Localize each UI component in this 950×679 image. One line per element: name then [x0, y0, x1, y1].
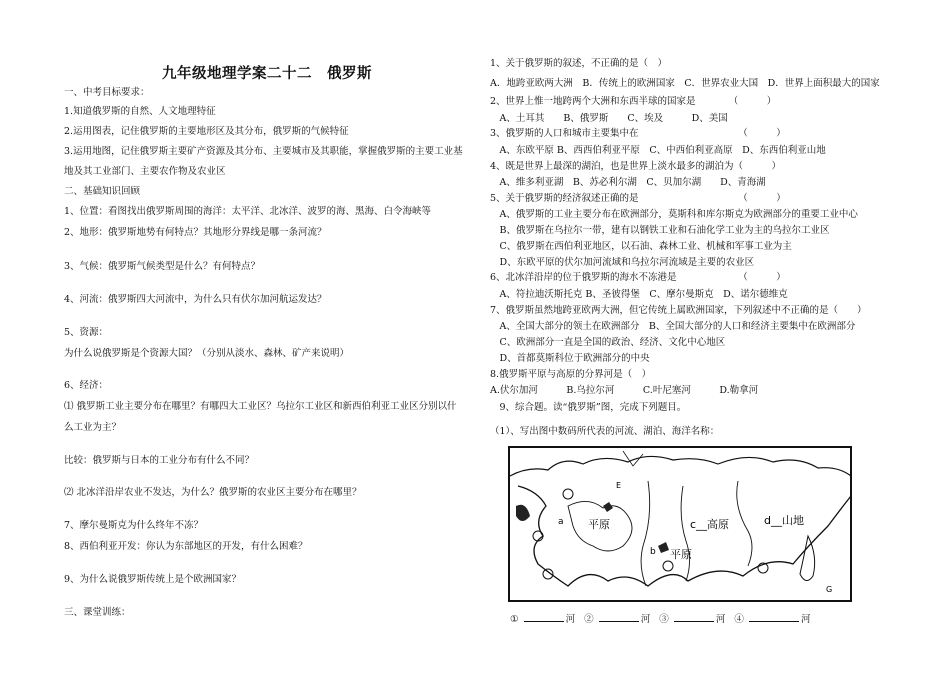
map-label-plateau: c__高原: [690, 518, 730, 531]
question-4: 4、既是世界上最深的湖泊，也是世界上淡水最多的湖泊为（ ）: [490, 161, 782, 172]
options-6: A、符拉迪沃斯托克 B、圣彼得堡 C、摩尔曼斯克 D、诺尔德维克: [490, 289, 788, 300]
map-label-E: E: [616, 481, 622, 490]
map-label-plain-1: 平原: [588, 518, 610, 531]
text-line: 地及其工业部门、主要农作物及农业区: [64, 166, 226, 177]
answer-4-label: ④: [734, 614, 744, 625]
text-line: 6、经济：: [64, 380, 109, 391]
text-line: 3.运用地图，记住俄罗斯主要矿产资源及其分布、主要城市及其职能，掌握俄罗斯的主要工业基: [64, 146, 463, 157]
options-4: A、维多利亚湖 B、苏必利尔湖 C、贝加尔湖 D、青海湖: [490, 177, 766, 188]
text-line: 2、地形：俄罗斯地势有何特点？其地形分界线是哪一条河流？: [64, 227, 327, 238]
section-heading: 三、课堂训练：: [64, 607, 131, 618]
answer-3-label: ③: [659, 614, 669, 625]
text-line: 7、摩尔曼斯克为什么终年不冻？: [64, 520, 204, 531]
map-label-plain-2: 平原: [670, 548, 692, 561]
text-line: 为什么说俄罗斯是个资源大国？（分别从淡水、森林、矿产来说明）: [64, 348, 350, 359]
text-line: 2.运用图表，记住俄罗斯的主要地形区及其分布，俄罗斯的气候特征: [64, 126, 349, 137]
text-line: 么工业为主？: [64, 422, 122, 433]
options-8: A.伏尔加河 B.乌拉尔河 C.叶尼塞河 D.勒拿河: [490, 385, 759, 396]
text-line: 9、为什么说俄罗斯传统上是个欧洲国家？: [64, 574, 242, 585]
text-line: 比较：俄罗斯与日本的工业分布有什么不同？: [64, 455, 255, 466]
page-title: 九年级地理学案二十二 俄罗斯: [162, 66, 372, 82]
options-3: A、东欧平原 B、西西伯利亚平原 C、中西伯利亚高原 D、东西伯利亚山地: [490, 145, 826, 156]
question-6: 6、北冰洋沿岸的位于俄罗斯的海水不冻港是 （ ）: [490, 272, 786, 283]
option-7c: C、欧洲部分一直是全国的政治、经济、文化中心地区: [490, 337, 726, 348]
answer-3-suffix: 河: [715, 614, 726, 625]
option-5d: D、东欧平原的伏尔加河流域和乌拉尔河流域是主要的农业区: [490, 257, 755, 268]
text-line: 1、位置：看图找出俄罗斯周围的海洋：太平洋、北冰洋、波罗的海、黑海、白令海峡等: [64, 206, 432, 217]
question-1: 1、关于俄罗斯的叙述，不正确的是（ ）: [490, 58, 668, 69]
option-5a: A、俄罗斯的工业主要分布在欧洲部分，莫斯科和库尔斯克为欧洲部分的重要工业中心: [490, 209, 858, 220]
map-label-mountain: d__山地: [764, 514, 804, 527]
question-5: 5、关于俄罗斯的经济叙述正确的是 （ ）: [490, 193, 786, 204]
question-2: 2、世界上惟一地跨两个大洲和东西半球的国家是 （ ）: [490, 96, 777, 107]
answer-2-suffix: 河: [640, 614, 651, 625]
answer-4-blank[interactable]: [749, 612, 799, 622]
text-line: ⑵ 北冰洋沿岸农业不发达，为什么？俄罗斯的农业区主要分布在哪里？: [64, 487, 362, 498]
text-line: ⑴ 俄罗斯工业主要分布在哪里？有哪四大工业区？乌拉尔工业区和新西伯利亚工业区分别以什: [64, 401, 457, 412]
answer-3-blank[interactable]: [674, 612, 714, 622]
answer-1-label: ①: [510, 614, 519, 625]
option-7d: D、首都莫斯科位于欧洲部分的中央: [490, 353, 650, 364]
question-3: 3、俄罗斯的人口和城市主要集中在 （ ）: [490, 128, 786, 139]
options-2: A、土耳其 B、俄罗斯 C、埃及 D、美国: [490, 113, 728, 124]
answer-2-label: ②: [584, 614, 594, 625]
answer-1-suffix: 河: [565, 614, 576, 625]
text-line: 1.知道俄罗斯的自然、人文地理特征: [64, 106, 216, 117]
map-label-G: G: [826, 585, 833, 594]
options-7ab: A、全国大部分的领土在欧洲部分 B、全国大部分的人口和经济主要集中在欧洲部分: [490, 321, 856, 332]
question-9: 9、综合题。读“俄罗斯”图，完成下列题目。: [490, 402, 687, 413]
text-line: 3、气候：俄罗斯气候类型是什么？有何特点？: [64, 261, 261, 272]
map-label-a: a: [558, 517, 564, 527]
options-1: A．地跨亚欧两大洲 B．传统上的欧洲国家 C．世界农业大国 D．世界上面积最大的国家: [490, 78, 880, 89]
option-5c: C、俄罗斯在西伯利亚地区，以石油、森林工业、机械和军事工业为主: [490, 241, 792, 252]
section-heading: 一、中考目标要求：: [64, 87, 150, 98]
question-7: 7、俄罗斯虽然地跨亚欧两大洲，但它传统上属欧洲国家，下列叙述中不正确的是（ ）: [490, 305, 867, 316]
answer-2-blank[interactable]: [599, 612, 639, 622]
answer-4-suffix: 河: [800, 614, 811, 625]
map-label-b: b: [650, 547, 656, 557]
option-5b: B、俄罗斯在乌拉尔一带，建有以钢铁工业和石油化学工业为主的乌拉尔工业区: [490, 225, 830, 236]
answer-1-blank[interactable]: [524, 612, 564, 622]
question-9-part1: （1）、写出图中数码所代表的河流、湖泊、海洋名称：: [490, 426, 720, 437]
text-line: 8、西伯利亚开发：你认为东部地区的开发，有什么困难？: [64, 541, 308, 552]
russia-map: [508, 446, 852, 602]
text-line: 5、资源：: [64, 327, 109, 338]
text-line: 4、河流：俄罗斯四大河流中，为什么只有伏尔加河航运发达？: [64, 294, 327, 305]
answer-row: [510, 612, 810, 626]
section-heading: 二、基础知识回顾: [64, 186, 141, 197]
question-8: 8.俄罗斯平原与高原的分界河是（ ）: [490, 369, 652, 380]
